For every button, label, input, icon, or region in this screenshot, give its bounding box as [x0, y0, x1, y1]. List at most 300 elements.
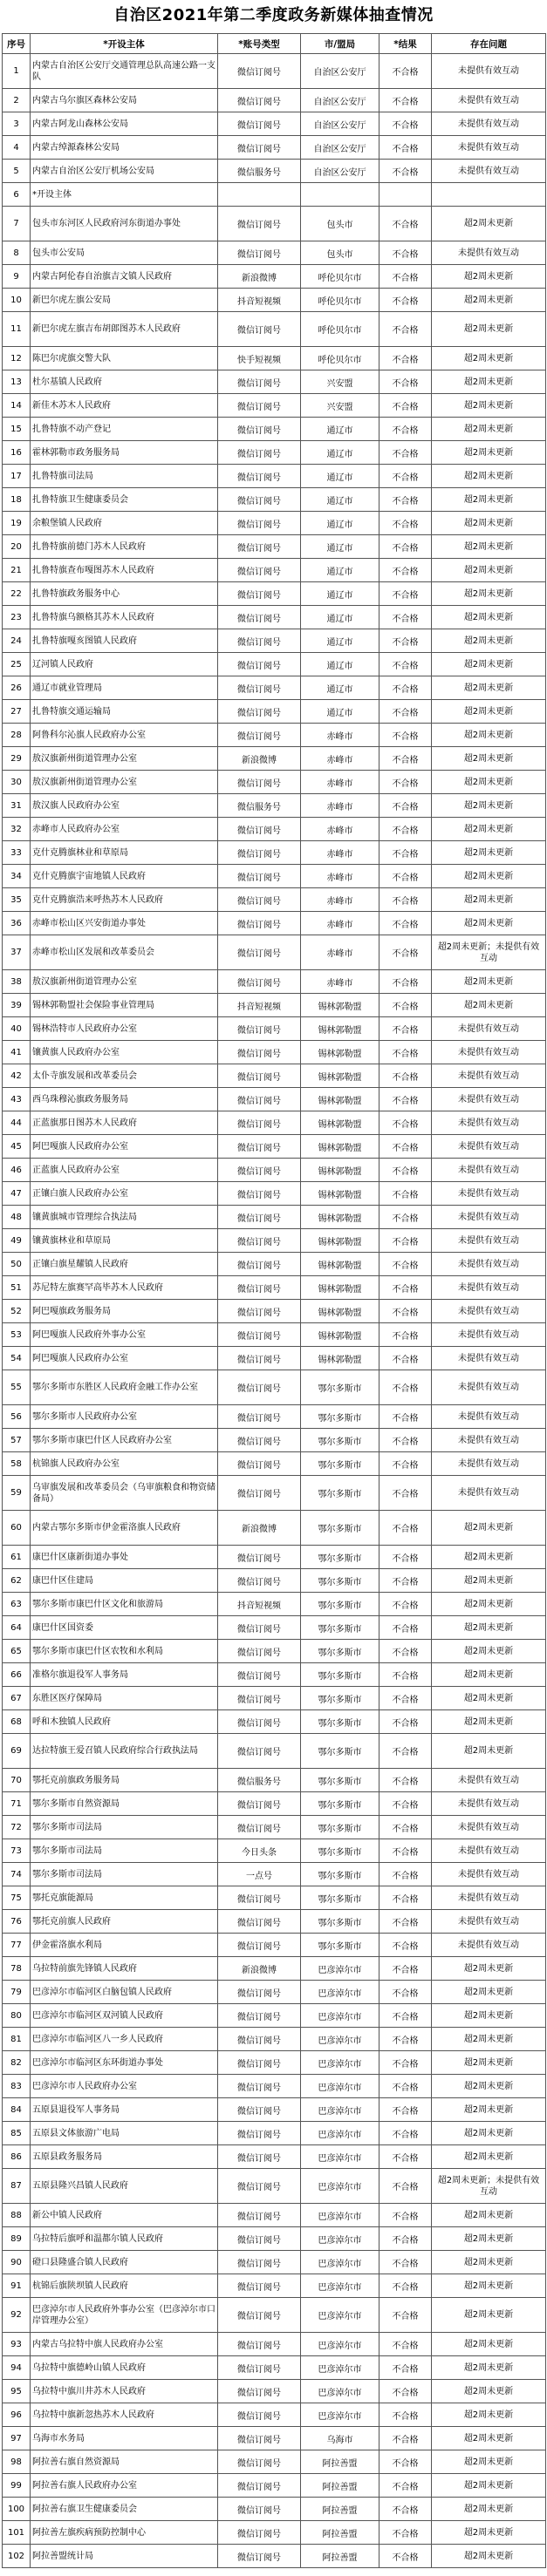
row-type: 微信订阅号 — [218, 1347, 301, 1370]
row-area: 锡林郭勒盟 — [301, 1300, 379, 1323]
row-no: 97 — [3, 2427, 31, 2450]
row-org: 正镶白旗星耀镇人民政府 — [31, 1253, 218, 1276]
row-org: 正蓝旗人民政府办公室 — [31, 1159, 218, 1182]
row-issue: 未提供有效互动 — [432, 1206, 546, 1229]
row-type: 微信订阅号 — [218, 2298, 301, 2333]
row-no: 28 — [3, 724, 31, 747]
row-org: 鄂尔多斯市司法局 — [31, 1863, 218, 1886]
row-no: 47 — [3, 1182, 31, 1206]
table-row — [3, 606, 546, 629]
row-no: 93 — [3, 2333, 31, 2356]
table-row — [3, 1206, 546, 1229]
row-no: 20 — [3, 535, 31, 559]
row-result: 不合格 — [379, 347, 432, 370]
row-area: 锡林郭勒盟 — [301, 1041, 379, 1064]
row-type: 微信订阅号 — [218, 2004, 301, 2028]
row-area: 鄂尔多斯市 — [301, 1687, 379, 1710]
row-type: 微信订阅号 — [218, 1452, 301, 1476]
table-row — [3, 888, 546, 912]
row-type: 微信订阅号 — [218, 1276, 301, 1300]
row-no: 6 — [3, 183, 31, 207]
row-area: 乌海市 — [301, 2427, 379, 2450]
row-org: 镶黄旗城市管理综合执法局 — [31, 1206, 218, 1229]
row-type: 微信订阅号 — [218, 1934, 301, 1957]
row-result: 不合格 — [379, 1300, 432, 1323]
row-no: 26 — [3, 676, 31, 700]
row-no: 45 — [3, 1135, 31, 1159]
row-result: 不合格 — [379, 1934, 432, 1957]
row-type: 微信订阅号 — [218, 2251, 301, 2274]
row-type: 抖音短视频 — [218, 289, 301, 312]
row-area: 自治区公安厅 — [301, 112, 379, 136]
row-org: 苏尼特左旗赛罕高毕苏木人民政府 — [31, 1276, 218, 1300]
row-no: 22 — [3, 582, 31, 606]
table-row — [3, 2169, 546, 2204]
table-row — [3, 1663, 546, 1687]
row-issue: 超2周未更新 — [432, 994, 546, 1017]
row-org: 敖汉旗新州街道管理办公室 — [31, 771, 218, 794]
row-area: 鄂尔多斯市 — [301, 1734, 379, 1769]
table-row — [3, 559, 546, 582]
row-area: 呼伦贝尔市 — [301, 289, 379, 312]
row-type: 微信订阅号 — [218, 441, 301, 465]
row-issue: 未提供有效互动 — [432, 54, 546, 89]
row-area: 锡林郭勒盟 — [301, 1159, 379, 1182]
row-type: 微信订阅号 — [218, 2474, 301, 2498]
table-row — [3, 865, 546, 888]
row-org: 内蒙古阿龙山森林公安局 — [31, 112, 218, 136]
row-type: 新浪微博 — [218, 747, 301, 771]
row-result: 不合格 — [379, 865, 432, 888]
row-result: 不合格 — [379, 207, 432, 241]
row-area: 鄂尔多斯市 — [301, 1663, 379, 1687]
row-type: 今日头条 — [218, 1839, 301, 1863]
row-area: 鄂尔多斯市 — [301, 1429, 379, 1452]
row-type: 微信订阅号 — [218, 1405, 301, 1429]
row-area: 锡林郭勒盟 — [301, 1064, 379, 1088]
table-row — [3, 1253, 546, 1276]
row-type: 抖音短视频 — [218, 994, 301, 1017]
table-row — [3, 312, 546, 347]
row-issue: 超2周未更新 — [432, 1546, 546, 1569]
row-result: 不合格 — [379, 1687, 432, 1710]
row-no: 52 — [3, 1300, 31, 1323]
table-row — [3, 2545, 546, 2568]
row-no: 37 — [3, 935, 31, 970]
table-row — [3, 441, 546, 465]
row-area: 鄂尔多斯市 — [301, 1934, 379, 1957]
row-result: 不合格 — [379, 1017, 432, 1041]
row-result: 不合格 — [379, 1206, 432, 1229]
row-org: 达拉特旗王爱召镇人民政府综合行政执法局 — [31, 1734, 218, 1769]
row-org: 巴彦淖尔市临河区东环街道办事处 — [31, 2051, 218, 2075]
row-org: 康巴什区国资委 — [31, 1616, 218, 1640]
row-result: 不合格 — [379, 2403, 432, 2427]
row-no: 90 — [3, 2251, 31, 2274]
row-no: 83 — [3, 2075, 31, 2098]
row-org: 杭锦旗人民政府办公室 — [31, 1452, 218, 1476]
row-org: 伊金霍洛旗水利局 — [31, 1934, 218, 1957]
row-issue: 未提供有效互动 — [432, 112, 546, 136]
row-type: 微信订阅号 — [218, 241, 301, 265]
row-issue: 超2周未更新 — [432, 1663, 546, 1687]
row-area: 锡林郭勒盟 — [301, 1276, 379, 1300]
row-result: 不合格 — [379, 289, 432, 312]
table-row — [3, 2498, 546, 2521]
row-type: 微信订阅号 — [218, 1370, 301, 1405]
row-org: 乌拉特后旗呼和温都尔镇人民政府 — [31, 2227, 218, 2251]
row-area: 通辽市 — [301, 488, 379, 512]
row-type: 微信订阅号 — [218, 465, 301, 488]
row-no: 56 — [3, 1405, 31, 1429]
table-row — [3, 1405, 546, 1429]
row-no: 44 — [3, 1111, 31, 1135]
row-type: 微信订阅号 — [218, 1135, 301, 1159]
row-org: 克什克腾旗林业和草原局 — [31, 841, 218, 865]
row-type: 微信订阅号 — [218, 2498, 301, 2521]
row-result: 不合格 — [379, 2004, 432, 2028]
table-row — [3, 1111, 546, 1135]
row-issue: 超2周未更新 — [432, 2545, 546, 2568]
table-row — [3, 1182, 546, 1206]
row-type: 微信订阅号 — [218, 818, 301, 841]
row-issue: 超2周未更新 — [432, 888, 546, 912]
row-no: 65 — [3, 1640, 31, 1663]
row-no: 35 — [3, 888, 31, 912]
row-result: 不合格 — [379, 112, 432, 136]
row-result: 不合格 — [379, 1616, 432, 1640]
table-row — [3, 1792, 546, 1816]
row-area: 巴彦淖尔市 — [301, 2004, 379, 2028]
row-no: 101 — [3, 2521, 31, 2545]
row-result: 不合格 — [379, 2098, 432, 2122]
row-type: 微信订阅号 — [218, 1687, 301, 1710]
table-row — [3, 1769, 546, 1792]
row-no: 40 — [3, 1017, 31, 1041]
row-issue: 超2周未更新 — [432, 676, 546, 700]
row-issue: 未提供有效互动 — [432, 1886, 546, 1910]
row-type: 微信订阅号 — [218, 771, 301, 794]
row-type: 微信服务号 — [218, 1769, 301, 1792]
row-result: 不合格 — [379, 629, 432, 653]
table-row — [3, 1452, 546, 1476]
row-issue: 未提供有效互动 — [432, 1159, 546, 1182]
table-row — [3, 1886, 546, 1910]
row-type: 微信订阅号 — [218, 724, 301, 747]
table-header-row — [3, 34, 546, 54]
row-result: 不合格 — [379, 2521, 432, 2545]
row-result: 不合格 — [379, 724, 432, 747]
row-result: 不合格 — [379, 1863, 432, 1886]
row-org: 西乌珠穆沁旗政务服务局 — [31, 1088, 218, 1111]
row-issue: 超2周未更新 — [432, 347, 546, 370]
table-row — [3, 1863, 546, 1886]
row-result: 不合格 — [379, 676, 432, 700]
row-type: 一点号 — [218, 1863, 301, 1886]
row-org: 包头市公安局 — [31, 241, 218, 265]
row-issue: 超2周未更新 — [432, 2298, 546, 2333]
row-area: 赤峰市 — [301, 970, 379, 994]
row-result: 不合格 — [379, 2356, 432, 2380]
row-type: 微信订阅号 — [218, 700, 301, 724]
row-issue: 超2周未更新 — [432, 818, 546, 841]
table-row — [3, 970, 546, 994]
table-row — [3, 1041, 546, 1064]
table-row — [3, 2450, 546, 2474]
row-type: 微信订阅号 — [218, 1323, 301, 1347]
table-row — [3, 1710, 546, 1734]
row-area: 锡林郭勒盟 — [301, 994, 379, 1017]
row-org: 内蒙古自治区公安厅交通管理总队高速公路一支队 — [31, 54, 218, 89]
row-no: 78 — [3, 1957, 31, 1981]
row-result: 不合格 — [379, 1640, 432, 1663]
table-row — [3, 2051, 546, 2075]
row-org: 内蒙古绰源森林公安局 — [31, 136, 218, 160]
row-org: 阿拉善右旗卫生健康委员会 — [31, 2498, 218, 2521]
table-row — [3, 2356, 546, 2380]
row-result: 不合格 — [379, 1769, 432, 1792]
row-type — [218, 183, 301, 207]
row-result: 不合格 — [379, 2380, 432, 2403]
row-issue: 未提供有效互动 — [432, 241, 546, 265]
row-issue: 未提供有效互动 — [432, 1017, 546, 1041]
row-no: 27 — [3, 700, 31, 724]
table-row — [3, 1511, 546, 1546]
table-row — [3, 488, 546, 512]
row-area: 鄂尔多斯市 — [301, 1511, 379, 1546]
row-result: 不合格 — [379, 89, 432, 112]
row-org: 克什克腾旗浩来呼热苏木人民政府 — [31, 888, 218, 912]
row-area: 鄂尔多斯市 — [301, 1569, 379, 1593]
row-issue: 超2周未更新 — [432, 535, 546, 559]
row-issue: 未提供有效互动 — [432, 1405, 546, 1429]
row-no: 33 — [3, 841, 31, 865]
row-org: 杭锦后旗陕坝镇人民政府 — [31, 2274, 218, 2298]
row-org: 镶黄旗林业和草原局 — [31, 1229, 218, 1253]
header-issue: 存在问题 — [432, 34, 546, 54]
table-row — [3, 1323, 546, 1347]
row-org: *开设主体 — [31, 183, 218, 207]
row-no: 102 — [3, 2545, 31, 2568]
row-issue: 超2周未更新 — [432, 724, 546, 747]
row-no: 67 — [3, 1687, 31, 1710]
table-row — [3, 1429, 546, 1452]
row-result: 不合格 — [379, 1370, 432, 1405]
row-area: 鄂尔多斯市 — [301, 1863, 379, 1886]
row-no: 82 — [3, 2051, 31, 2075]
row-type: 微信订阅号 — [218, 1663, 301, 1687]
row-area: 通辽市 — [301, 629, 379, 653]
row-no: 99 — [3, 2474, 31, 2498]
row-no: 17 — [3, 465, 31, 488]
table-row — [3, 2122, 546, 2145]
table-row — [3, 1546, 546, 1569]
row-result: 不合格 — [379, 700, 432, 724]
row-org: 阿巴嘎旗政务服务局 — [31, 1300, 218, 1323]
row-result: 不合格 — [379, 1792, 432, 1816]
row-result: 不合格 — [379, 1593, 432, 1616]
table-row — [3, 1159, 546, 1182]
row-issue: 超2周未更新 — [432, 2075, 546, 2098]
table-row — [3, 347, 546, 370]
table-row — [3, 1569, 546, 1593]
table-row — [3, 1347, 546, 1370]
table-row — [3, 1017, 546, 1041]
row-no: 46 — [3, 1159, 31, 1182]
row-result: 不合格 — [379, 582, 432, 606]
row-org: 内蒙古乌尔旗区森林公安局 — [31, 89, 218, 112]
row-org: 鄂托克旗能源局 — [31, 1886, 218, 1910]
row-no: 72 — [3, 1816, 31, 1839]
row-issue: 超2周未更新 — [432, 2427, 546, 2450]
row-area: 巴彦淖尔市 — [301, 2251, 379, 2274]
row-org: 太仆寺旗发展和改革委员会 — [31, 1064, 218, 1088]
row-type: 抖音短视频 — [218, 1593, 301, 1616]
row-org: 五原县退役军人事务局 — [31, 2098, 218, 2122]
row-issue: 未提供有效互动 — [432, 1300, 546, 1323]
row-org: 乌拉特中旗川井苏木人民政府 — [31, 2380, 218, 2403]
row-issue: 超2周未更新 — [432, 747, 546, 771]
row-issue: 未提供有效互动 — [432, 1452, 546, 1476]
row-org: 阿拉善右旗自然资源局 — [31, 2450, 218, 2474]
row-type: 微信订阅号 — [218, 970, 301, 994]
row-org: 鄂尔多斯市康巴什区文化和旅游局 — [31, 1593, 218, 1616]
table-row — [3, 1734, 546, 1769]
table-row — [3, 582, 546, 606]
row-type: 微信订阅号 — [218, 1111, 301, 1135]
row-org: 巴彦淖尔市临河区白脑包镇人民政府 — [31, 1981, 218, 2004]
row-issue: 超2周未更新 — [432, 289, 546, 312]
row-org: 鄂尔多斯市康巴什区农牧和水利局 — [31, 1640, 218, 1663]
row-result: 不合格 — [379, 1734, 432, 1769]
row-result: 不合格 — [379, 2075, 432, 2098]
row-result — [379, 183, 432, 207]
row-area: 巴彦淖尔市 — [301, 1981, 379, 2004]
row-no: 58 — [3, 1452, 31, 1476]
row-area: 赤峰市 — [301, 912, 379, 935]
table-row — [3, 700, 546, 724]
row-no: 80 — [3, 2004, 31, 2028]
row-no: 69 — [3, 1734, 31, 1769]
row-area: 巴彦淖尔市 — [301, 2028, 379, 2051]
row-org: 东胜区医疗保障局 — [31, 1687, 218, 1710]
row-type: 微信订阅号 — [218, 841, 301, 865]
row-no: 88 — [3, 2204, 31, 2227]
row-issue: 未提供有效互动 — [432, 1135, 546, 1159]
row-type: 微信订阅号 — [218, 1182, 301, 1206]
row-issue: 未提供有效互动 — [432, 1839, 546, 1863]
row-area: 通辽市 — [301, 465, 379, 488]
row-result: 不合格 — [379, 1405, 432, 1429]
row-issue: 超2周未更新 — [432, 2274, 546, 2298]
row-result: 不合格 — [379, 1511, 432, 1546]
row-result: 不合格 — [379, 1569, 432, 1593]
row-area: 通辽市 — [301, 700, 379, 724]
row-result: 不合格 — [379, 747, 432, 771]
row-no: 12 — [3, 347, 31, 370]
row-result: 不合格 — [379, 1910, 432, 1934]
row-type: 微信订阅号 — [218, 1546, 301, 1569]
table-row — [3, 265, 546, 289]
row-issue: 超2周未更新 — [432, 2051, 546, 2075]
row-issue: 超2周未更新 — [432, 1511, 546, 1546]
row-org: 磴口县隆盛合镇人民政府 — [31, 2251, 218, 2274]
row-type: 微信订阅号 — [218, 1159, 301, 1182]
row-area: 通辽市 — [301, 512, 379, 535]
row-org: 康巴什区住建局 — [31, 1569, 218, 1593]
row-issue: 超2周未更新 — [432, 2356, 546, 2380]
row-result: 不合格 — [379, 265, 432, 289]
table-row — [3, 241, 546, 265]
row-area: 鄂尔多斯市 — [301, 1816, 379, 1839]
row-area: 赤峰市 — [301, 794, 379, 818]
row-area: 鄂尔多斯市 — [301, 1616, 379, 1640]
row-type: 微信订阅号 — [218, 2274, 301, 2298]
page-title: 自治区2021年第二季度政务新媒体抽查情况 — [113, 6, 434, 24]
row-area: 兴安盟 — [301, 370, 379, 394]
row-issue: 超2周未更新 — [432, 312, 546, 347]
row-result: 不合格 — [379, 1323, 432, 1347]
row-area: 赤峰市 — [301, 747, 379, 771]
row-type: 微信订阅号 — [218, 1300, 301, 1323]
row-type: 微信订阅号 — [218, 2521, 301, 2545]
row-org: 扎鲁特旗乌额格其苏木人民政府 — [31, 606, 218, 629]
row-type: 微信订阅号 — [218, 2028, 301, 2051]
row-issue: 超2周未更新 — [432, 418, 546, 441]
row-area: 自治区公安厅 — [301, 89, 379, 112]
row-issue: 超2周未更新 — [432, 970, 546, 994]
row-issue: 未提供有效互动 — [432, 1863, 546, 1886]
row-issue: 超2周未更新 — [432, 465, 546, 488]
row-type: 微信订阅号 — [218, 1064, 301, 1088]
row-area: 通辽市 — [301, 582, 379, 606]
row-area: 鄂尔多斯市 — [301, 1640, 379, 1663]
row-issue: 未提供有效互动 — [432, 1041, 546, 1064]
row-issue: 未提供有效互动 — [432, 1323, 546, 1347]
row-result: 不合格 — [379, 2298, 432, 2333]
row-no: 9 — [3, 265, 31, 289]
row-issue: 未提供有效互动 — [432, 1934, 546, 1957]
row-type: 快手短视频 — [218, 347, 301, 370]
table-row — [3, 1229, 546, 1253]
row-issue: 未提供有效互动 — [432, 1276, 546, 1300]
row-org: 乌拉特中旗德岭山镇人民政府 — [31, 2356, 218, 2380]
row-result: 不合格 — [379, 2051, 432, 2075]
row-no: 50 — [3, 1253, 31, 1276]
row-org: 扎鲁特旗嘎亥图镇人民政府 — [31, 629, 218, 653]
row-area: 赤峰市 — [301, 724, 379, 747]
row-type: 微信服务号 — [218, 160, 301, 183]
row-type: 微信订阅号 — [218, 2204, 301, 2227]
row-area: 鄂尔多斯市 — [301, 1546, 379, 1569]
row-result: 不合格 — [379, 1276, 432, 1300]
row-no: 84 — [3, 2098, 31, 2122]
row-org: 乌拉特中旗新忽热苏木人民政府 — [31, 2403, 218, 2427]
row-no: 100 — [3, 2498, 31, 2521]
row-area: 鄂尔多斯市 — [301, 1593, 379, 1616]
row-result: 不合格 — [379, 312, 432, 347]
row-type: 微信订阅号 — [218, 535, 301, 559]
row-org: 鄂尔多斯市康巴什区人民政府办公室 — [31, 1429, 218, 1452]
row-issue: 超2周未更新 — [432, 2227, 546, 2251]
row-org: 阿拉善盟统计局 — [31, 2545, 218, 2568]
row-area: 锡林郭勒盟 — [301, 1229, 379, 1253]
row-area: 巴彦淖尔市 — [301, 2333, 379, 2356]
row-no: 89 — [3, 2227, 31, 2251]
row-no: 63 — [3, 1593, 31, 1616]
row-area: 通辽市 — [301, 559, 379, 582]
table-row — [3, 512, 546, 535]
